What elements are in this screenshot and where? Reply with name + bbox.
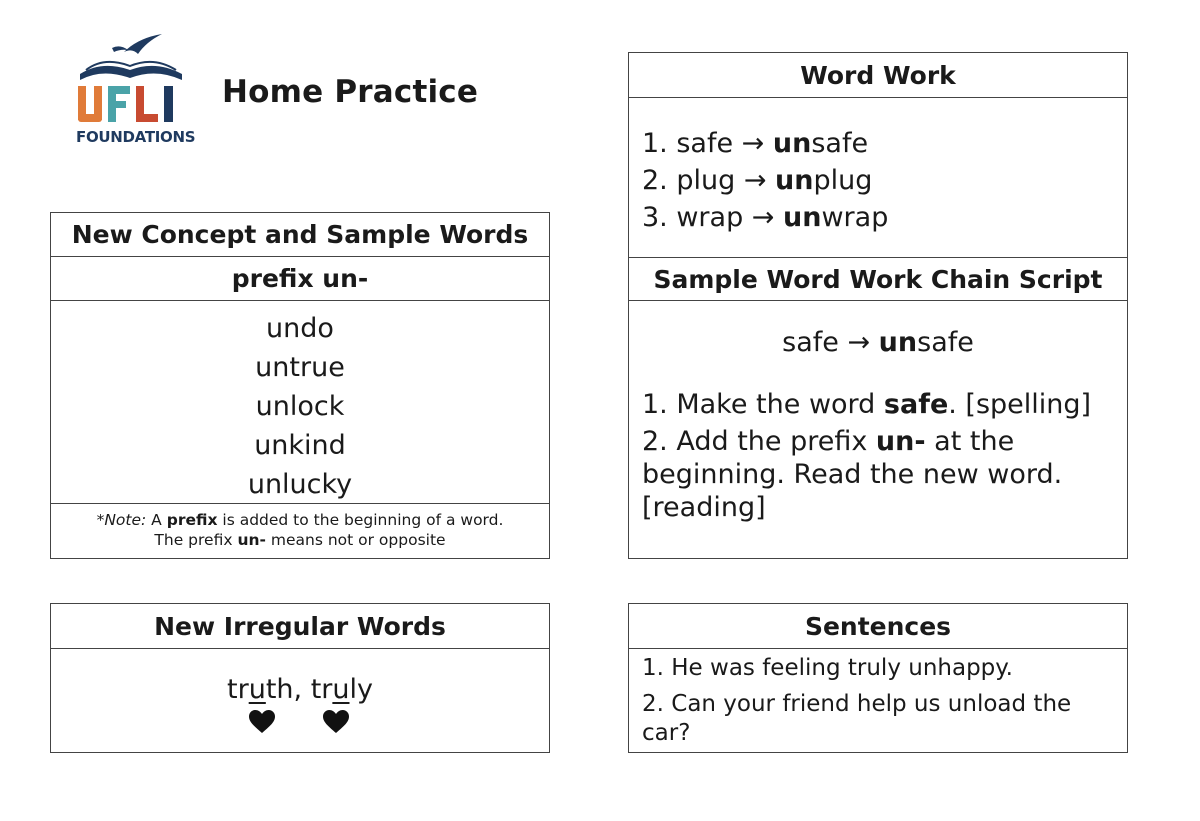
root: plug	[813, 165, 873, 196]
heart-icon	[323, 710, 349, 734]
note-text: The prefix	[154, 531, 238, 549]
step-text: 2. Add the prefix	[642, 426, 876, 457]
chain-example	[629, 327, 1127, 358]
item-number: 1.	[642, 128, 677, 159]
sample-word: undo	[266, 313, 334, 344]
word-part: th	[265, 674, 294, 705]
base-word: safe	[782, 327, 839, 358]
chain-step	[642, 388, 1113, 421]
sentences-panel	[628, 603, 1128, 753]
note-keyword: un-	[237, 531, 266, 549]
chain-step	[642, 425, 1113, 524]
item-number: 2.	[642, 165, 677, 196]
page-title: Home Practice	[222, 74, 479, 110]
base-word: plug	[676, 165, 736, 196]
note-text: A	[146, 511, 167, 529]
word-work-item	[642, 162, 1127, 199]
heart-icon	[249, 710, 275, 734]
separator: ,	[293, 674, 311, 705]
sample-word: unkind	[254, 430, 346, 461]
arrow: →	[735, 165, 776, 196]
arrow: →	[733, 128, 773, 159]
word-part: tr	[310, 674, 333, 705]
concept-title: New Concept and Sample Words	[51, 213, 549, 257]
prefix: un	[783, 202, 822, 233]
prefix: un	[878, 327, 918, 358]
step-text: . [spelling]	[948, 389, 1092, 420]
note-lead: *Note:	[96, 511, 147, 529]
irregular-words-panel	[50, 603, 550, 753]
root: safe	[811, 128, 869, 159]
item-number: 3.	[642, 202, 677, 233]
note-keyword: prefix	[166, 511, 218, 529]
concept-note	[51, 504, 549, 550]
base-word: safe	[676, 128, 734, 159]
word-part: tr	[227, 674, 249, 705]
word-work-panel	[628, 52, 1128, 258]
step-text: 1. Make the word	[642, 389, 884, 420]
sentence: 2. Can your friend help us unload the car?	[642, 691, 1072, 746]
arrow: →	[743, 202, 784, 233]
note-text: is added to the beginning of a word.	[217, 511, 504, 529]
sample-word: unlucky	[247, 469, 353, 500]
chain-title: Sample Word Work Chain Script	[629, 258, 1127, 301]
sample-word: unlock	[255, 391, 345, 422]
irregular-letter: u	[248, 674, 266, 705]
sentences-title: Sentences	[629, 604, 1127, 649]
sample-words-list	[51, 301, 549, 504]
sentences-list	[629, 649, 1127, 748]
note-text: means not or opposite	[265, 531, 446, 549]
root: wrap	[821, 202, 889, 233]
chain-script-panel	[628, 257, 1128, 559]
prefix: un	[775, 165, 814, 196]
word-part: ly	[349, 674, 373, 705]
word-work-title: Word Work	[629, 53, 1127, 98]
step-text: at the beginning. Read the new word. [reading]	[642, 426, 1063, 523]
chain-steps-list	[629, 358, 1127, 524]
prefix: un	[772, 128, 812, 159]
word-work-item	[642, 199, 1127, 236]
sentence: 1. He was feeling truly unhappy.	[642, 655, 1013, 681]
step-keyword: un-	[875, 426, 926, 457]
root: safe	[917, 327, 974, 358]
new-concept-panel	[50, 212, 550, 559]
irregular-words-text	[51, 674, 549, 705]
base-word: wrap	[676, 202, 744, 233]
step-keyword: safe	[883, 389, 949, 420]
concept-subtitle: prefix un-	[51, 257, 549, 301]
arrow: →	[838, 327, 879, 358]
word-work-item	[642, 125, 1127, 162]
irregular-title: New Irregular Words	[51, 604, 549, 649]
sample-word: untrue	[255, 352, 345, 383]
ufli-logo	[72, 30, 196, 155]
logo-text-bottom: FOUNDATIONS	[76, 128, 196, 146]
irregular-letter: u	[332, 674, 350, 705]
word-work-list	[629, 98, 1127, 236]
